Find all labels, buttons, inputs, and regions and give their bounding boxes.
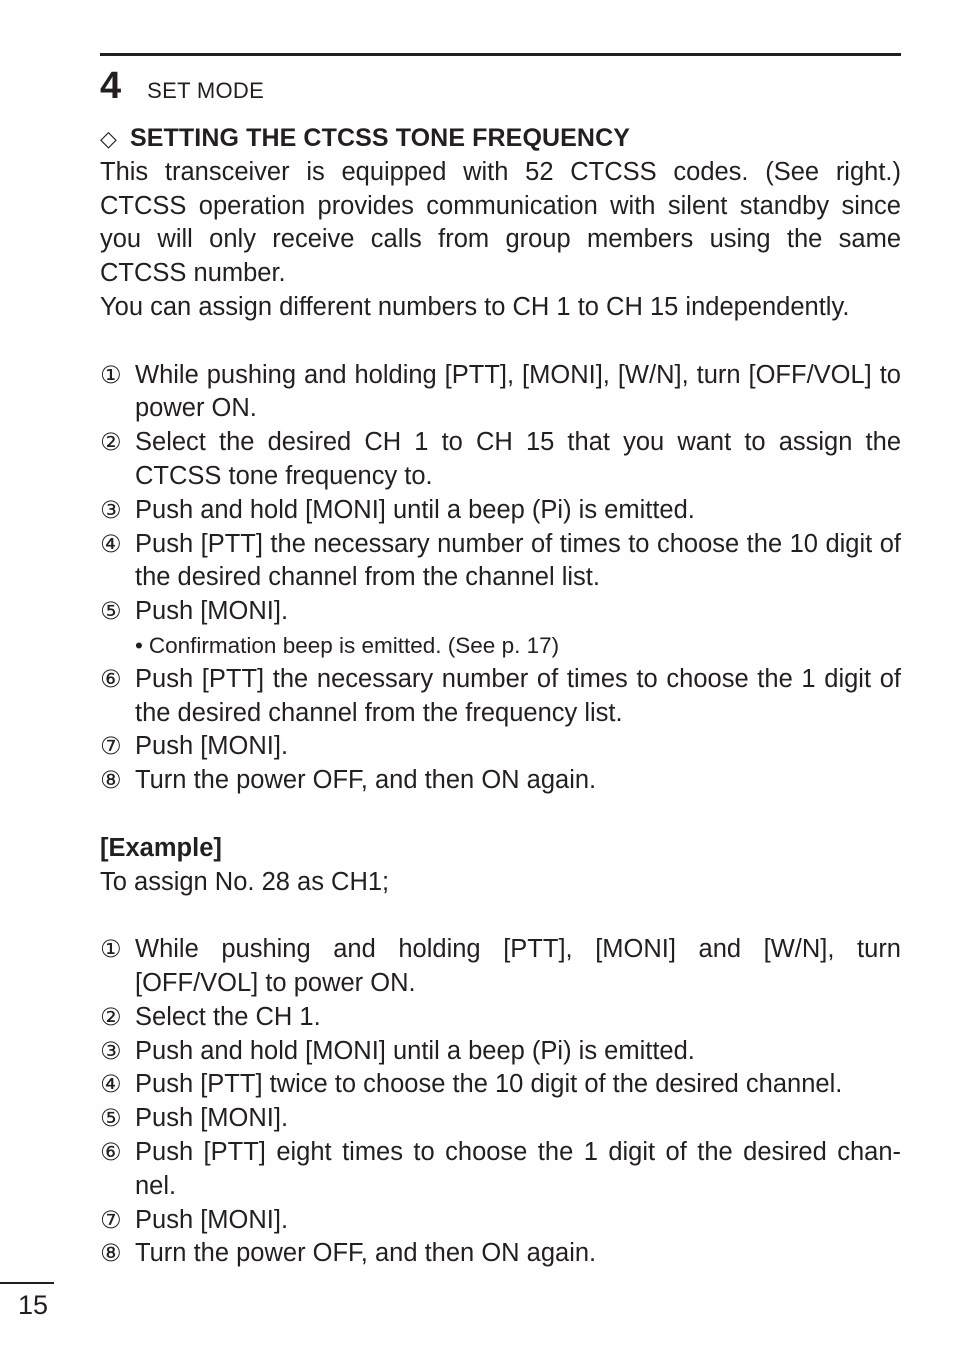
step-note [100, 629, 901, 663]
chapter-header [100, 66, 264, 106]
step-text: Turn the power OFF, and then ON again. [135, 766, 597, 795]
step-number: ③ [100, 495, 122, 524]
example-step [100, 1001, 901, 1035]
procedure-step [100, 494, 901, 528]
step-text: Select the CH 1. [135, 1002, 321, 1031]
step-text: Push [PTT] the necessary number of times to choose the 10 digit of the desired channel from the channel list. [135, 529, 901, 592]
chapter-number: 4 [100, 65, 122, 107]
step-text: Push [MONI]. [135, 1205, 289, 1234]
step-number: ⑤ [100, 597, 122, 626]
page-number-rule [0, 1282, 54, 1284]
step-number: ② [100, 1002, 122, 1031]
example-step [100, 1035, 901, 1069]
step-text: Push [PTT] eight times to choose the 1 digit of the desired chan-nel. [135, 1137, 901, 1200]
intro-paragraph: You can assign different numbers to CH 1 to CH 15 independently. [100, 292, 850, 321]
example-step [100, 1068, 901, 1102]
step-number: ① [100, 935, 122, 964]
step-number: ⑥ [100, 664, 122, 693]
example-step [100, 1204, 901, 1238]
step-number: ④ [100, 529, 122, 558]
spacer [100, 798, 901, 832]
procedure-step [100, 528, 901, 596]
procedure-step [100, 426, 901, 494]
section-heading [100, 122, 901, 156]
step-text: Select the desired CH 1 to CH 15 that you want to assign the CTCSS tone frequency to. [135, 428, 901, 490]
page-content [100, 122, 901, 1271]
step-text: Push [PTT] twice to choose the 10 digit of the desired channel. [135, 1070, 843, 1099]
procedure-step [100, 359, 901, 427]
procedure-step [100, 764, 901, 798]
example-heading: [Example] [100, 833, 222, 862]
step-number: ④ [100, 1070, 122, 1099]
example-intro: To assign No. 28 as CH1; [100, 867, 390, 896]
step-text: Push [PTT] the necessary number of times to choose the 1 digit of the desired channel from the frequency list. [135, 664, 901, 727]
chapter-title: SET MODE [147, 78, 265, 103]
step-number: ⑦ [100, 732, 122, 761]
step-number: ⑧ [100, 1239, 122, 1268]
procedure-step [100, 663, 901, 731]
top-rule [100, 53, 901, 56]
spacer [100, 899, 901, 933]
step-text: Turn the power OFF, and then ON again. [135, 1239, 597, 1268]
step-text: Push [MONI]. [135, 597, 289, 626]
step-number: ① [100, 360, 122, 389]
diamond-outline-icon: ◇ [100, 126, 118, 151]
step-text: Push [MONI]. [135, 732, 289, 761]
note-text: Confirmation beep is emitted. (See p. 17) [148, 632, 560, 658]
step-number: ③ [100, 1036, 122, 1065]
example-step [100, 1136, 901, 1204]
procedure-step [100, 595, 901, 629]
step-text: Push and hold [MONI] until a beep (Pi) is emitted. [135, 1036, 695, 1065]
example-step [100, 1102, 901, 1136]
section-title: SETTING THE CTCSS TONE FREQUENCY [130, 124, 631, 152]
step-text: Push and hold [MONI] until a beep (Pi) is emitted. [135, 495, 695, 524]
intro-paragraph: This transceiver is equipped with 52 CTCSS codes. (See right.) CTCSS operation provides communication with silent standby since you will only receive calls from group members using the same CTCSS number. [100, 157, 901, 288]
spacer [100, 325, 901, 359]
step-text: While pushing and holding [PTT], [MONI], [W/N], turn [OFF/VOL] to power ON. [135, 360, 901, 423]
step-number: ⑦ [100, 1205, 122, 1234]
bullet-icon: • [135, 632, 143, 658]
page-number: 15 [18, 1290, 49, 1320]
step-number: ⑤ [100, 1104, 122, 1133]
step-number: ⑥ [100, 1137, 122, 1166]
step-number: ⑧ [100, 766, 122, 795]
step-number: ② [100, 428, 122, 457]
procedure-step [100, 730, 901, 764]
step-text: While pushing and holding [PTT], [MONI] and [W/N], turn [OFF/VOL] to power ON. [135, 935, 901, 997]
example-step [100, 933, 901, 1001]
example-step [100, 1237, 901, 1271]
step-text: Push [MONI]. [135, 1104, 289, 1133]
